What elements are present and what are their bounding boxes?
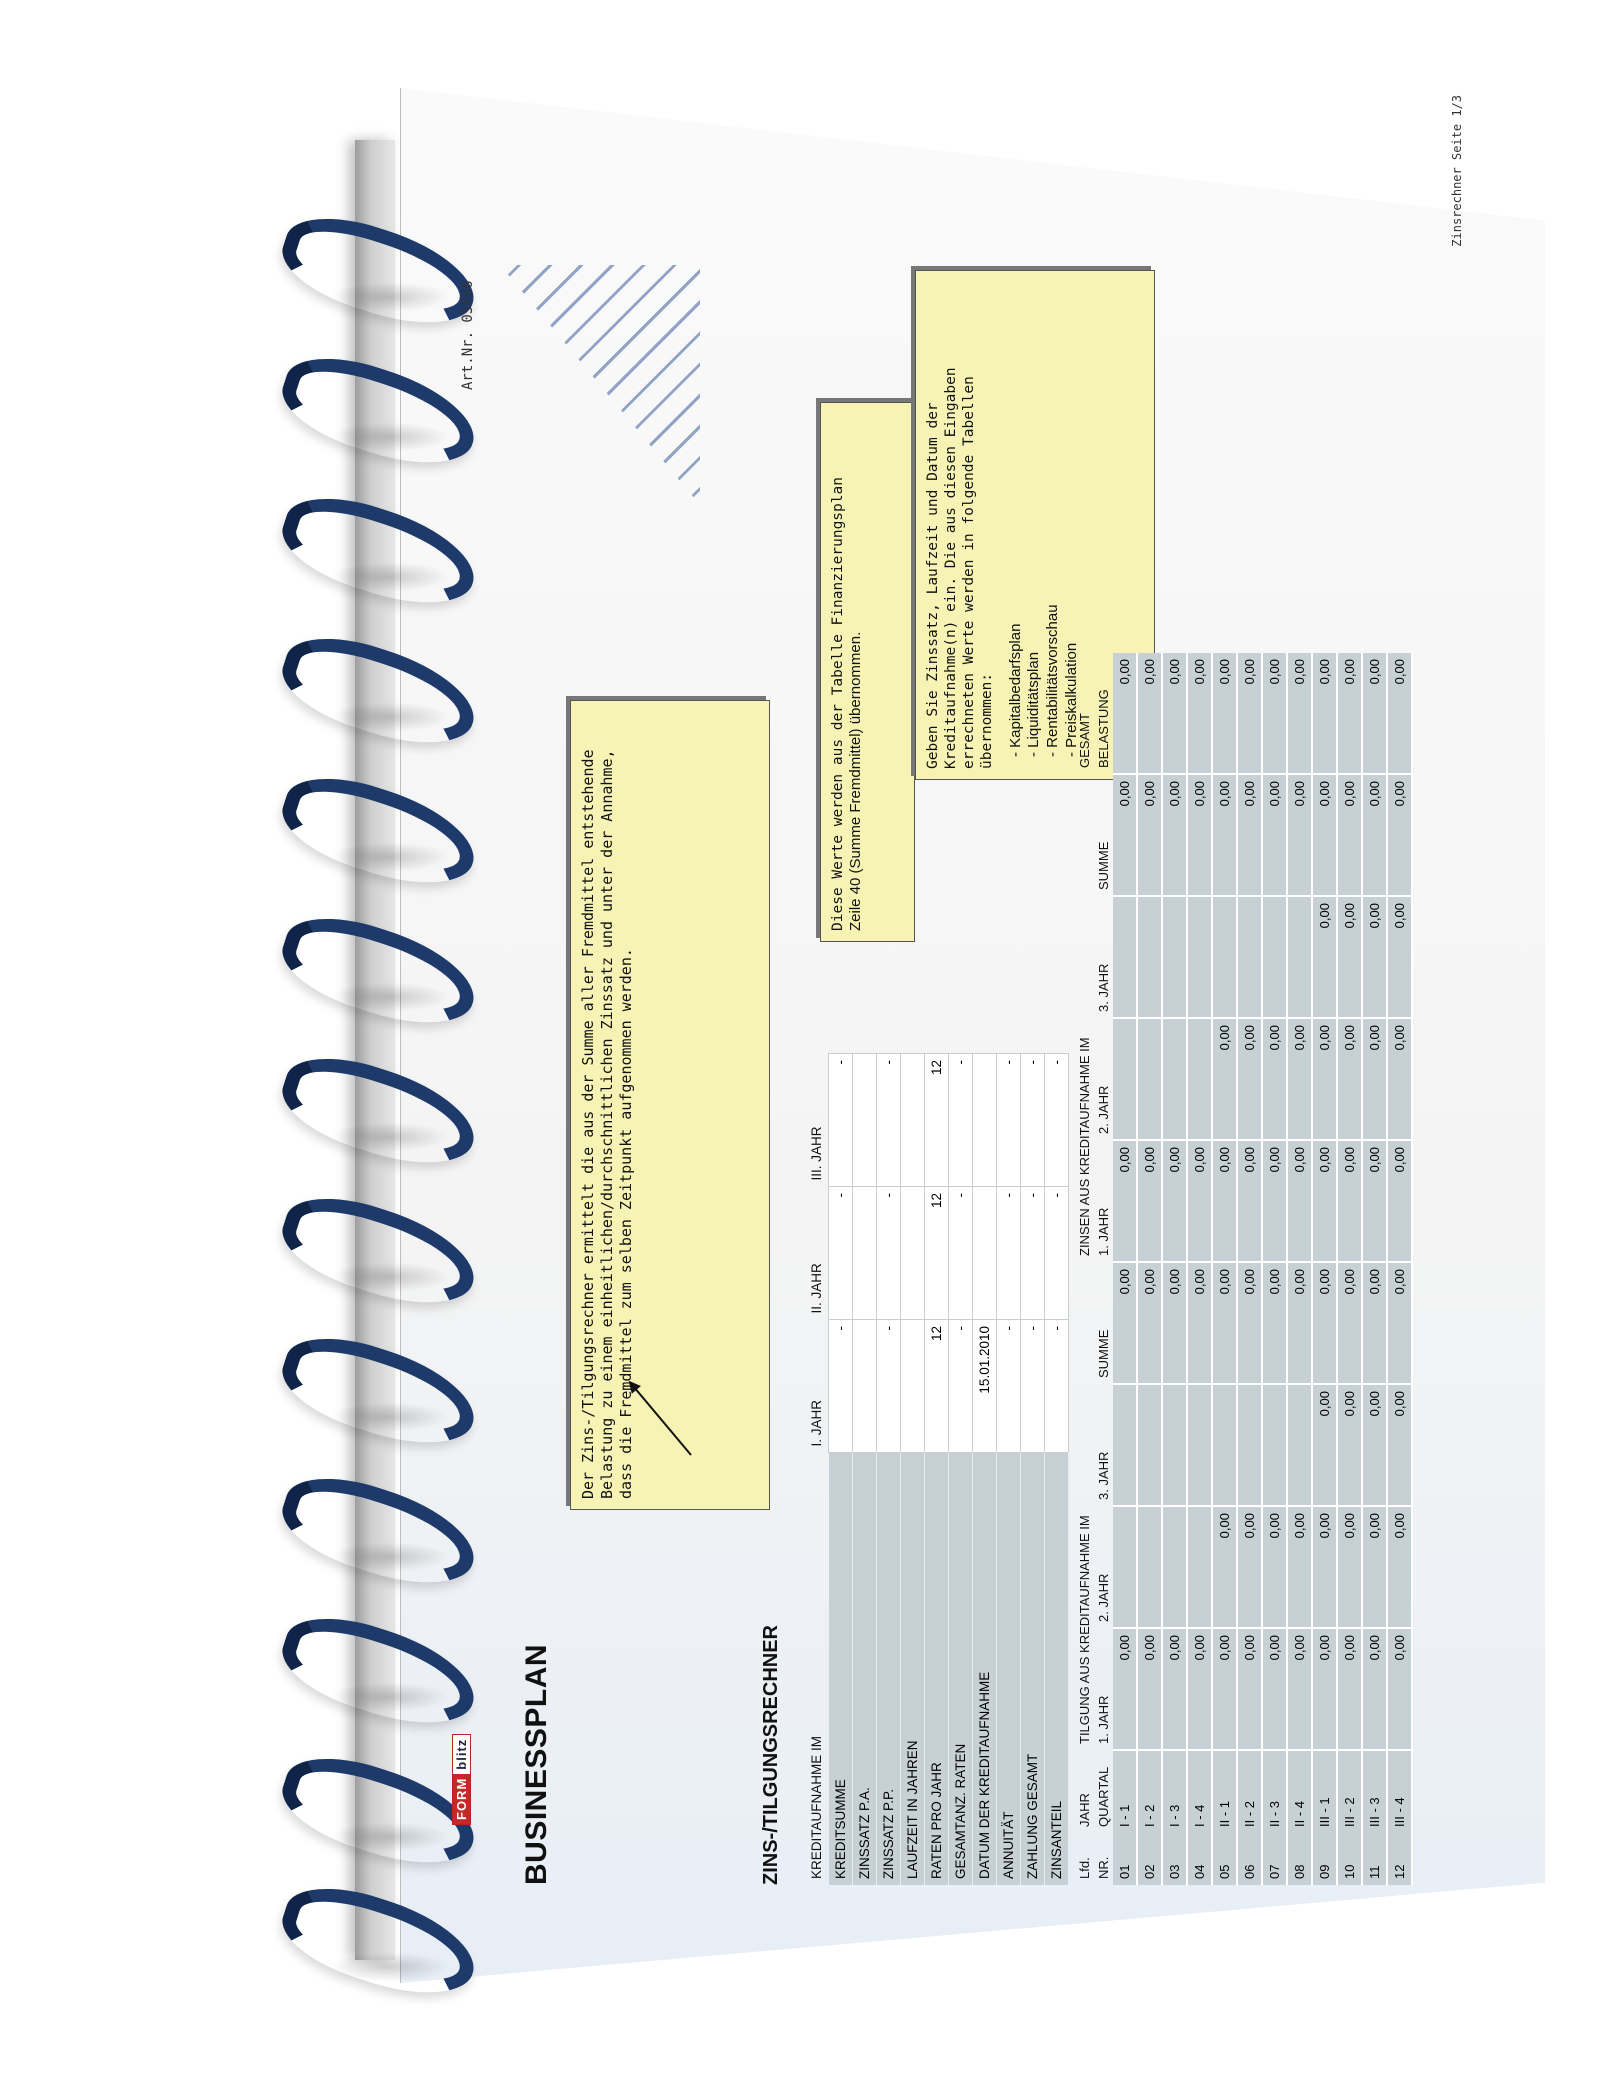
table2-h-tilgung: TILGUNG AUS KREDITAUFNAHME IM	[1077, 1515, 1092, 1744]
table2-cell: 0,00	[1312, 653, 1337, 774]
table2-cell: 0,00	[1187, 774, 1212, 896]
table2-cell: 0,00	[1287, 653, 1312, 774]
table2-cell	[1113, 1506, 1137, 1628]
table2-cell: 0,00	[1287, 774, 1312, 896]
table2-cell: 0,00	[1237, 1140, 1262, 1262]
table2-cell: 0,00	[1187, 653, 1212, 774]
table2-cell: 0,00	[1337, 1018, 1362, 1140]
table2-cell	[1262, 1384, 1287, 1506]
table2-cell	[1162, 1018, 1187, 1140]
table2-cell: 0,00	[1113, 1262, 1137, 1384]
table2-cell: 0,00	[1362, 896, 1387, 1018]
spiral-ring	[270, 1890, 470, 1980]
table2-cell: 0,00	[1337, 1140, 1362, 1262]
table1-cell[interactable]	[973, 1187, 997, 1320]
page-label: Zinsrechner Seite 1/3	[1450, 95, 1464, 247]
table2-cell	[1187, 1384, 1212, 1506]
table2-row-nr: 06	[1237, 1833, 1262, 1885]
table2-subheader: 1. JAHR	[1096, 1207, 1111, 1256]
table2-cell: 0,00	[1337, 1506, 1362, 1628]
table1-row-label: LAUFZEIT IN JAHREN	[901, 1453, 925, 1886]
table2-cell: 0,00	[1262, 653, 1287, 774]
table2-cell: 0,00	[1312, 1262, 1337, 1384]
table2-cell: 0,00	[1287, 1262, 1312, 1384]
table2-row	[1212, 653, 1237, 1885]
table1-cell[interactable]: -	[877, 1054, 901, 1187]
page-title: BUSINESSPLAN	[520, 1643, 553, 1885]
table2-row	[1387, 653, 1412, 1885]
table2-cell: 0,00	[1187, 1628, 1212, 1750]
table2-row-quarter: II - 3	[1262, 1750, 1287, 1833]
table2-cell: 0,00	[1312, 1628, 1337, 1750]
table2-subheader: 2. JAHR	[1096, 1085, 1111, 1134]
table1-row	[1021, 1054, 1045, 1886]
table1-row-label: ZAHLUNG GESAMT	[1021, 1453, 1045, 1886]
decorative-pattern	[500, 265, 700, 505]
loan-parameters-table	[805, 1053, 1069, 1885]
table2-cell: 0,00	[1113, 1628, 1137, 1750]
table2-subheader: 1. JAHR	[1096, 1695, 1111, 1744]
table2-subheader: SUMME	[1096, 841, 1111, 890]
table2-cell: 0,00	[1137, 774, 1162, 896]
table2-row-quarter: I - 2	[1137, 1750, 1162, 1833]
table2-cell: 0,00	[1337, 1262, 1362, 1384]
table2-cell: 0,00	[1362, 1140, 1387, 1262]
table1-cell[interactable]: -	[829, 1320, 853, 1453]
table2-cell: 0,00	[1113, 1140, 1137, 1262]
table2-cell: 0,00	[1212, 1628, 1237, 1750]
table2-cell: 0,00	[1337, 653, 1362, 774]
table1-row	[829, 1054, 853, 1886]
table2-cell: 0,00	[1162, 653, 1187, 774]
table2-cell: 0,00	[1387, 1384, 1412, 1506]
table2-row-quarter: I - 4	[1187, 1750, 1212, 1833]
table1-cell[interactable]: 15.01.2010	[973, 1320, 997, 1453]
table1-cell[interactable]: -	[829, 1054, 853, 1187]
logo-right: blitz	[453, 1735, 470, 1774]
table1-cell[interactable]: -	[949, 1054, 973, 1187]
table2-cell	[1162, 1384, 1187, 1506]
table2-subheader: 3. JAHR	[1096, 963, 1111, 1012]
table1-cell[interactable]: -	[997, 1320, 1021, 1453]
table2-cell: 0,00	[1337, 1628, 1362, 1750]
table2-cell	[1287, 1384, 1312, 1506]
table2-h-zinsen: ZINSEN AUS KREDITAUFNAHME IM	[1077, 1037, 1092, 1256]
table2-cell	[1137, 1018, 1162, 1140]
table2-row	[1187, 653, 1212, 1885]
table1-row	[997, 1054, 1021, 1886]
table2-cell: 0,00	[1113, 653, 1137, 774]
table2-row	[1362, 653, 1387, 1885]
table1-cell[interactable]: -	[1045, 1320, 1069, 1453]
table2-cell: 0,00	[1212, 1262, 1237, 1384]
table1-row-label: KREDITSUMME	[829, 1453, 853, 1886]
table1-cell[interactable]	[901, 1187, 925, 1320]
table2-row-nr: 03	[1162, 1833, 1187, 1885]
table2-cell	[1237, 896, 1262, 1018]
spiral-ring	[270, 1760, 470, 1850]
table2-cell: 0,00	[1262, 1262, 1287, 1384]
spiral-ring	[270, 920, 470, 1010]
table2-cell: 0,00	[1212, 653, 1237, 774]
note-input-item: - Rentabilitätsvorschau	[1044, 281, 1063, 757]
table2-cell: 0,00	[1312, 1018, 1337, 1140]
table2-row-quarter: II - 4	[1287, 1750, 1312, 1833]
table2-cell	[1137, 896, 1162, 1018]
table2-h-lfd: Lfd.	[1077, 1857, 1092, 1879]
table1-cell[interactable]	[853, 1187, 877, 1320]
table2-cell: 0,00	[1262, 1018, 1287, 1140]
table1-row-label: ZINSSATZ P.A.	[853, 1453, 877, 1886]
table2-header-1	[1075, 653, 1094, 1885]
table2-row-nr: 12	[1387, 1833, 1412, 1885]
table2-cell: 0,00	[1387, 1018, 1412, 1140]
table1-header	[805, 1054, 829, 1886]
table2-cell: 0,00	[1362, 1018, 1387, 1140]
table2-cell: 0,00	[1362, 774, 1387, 896]
table2-cell: 0,00	[1162, 1262, 1187, 1384]
table2-row-nr: 04	[1187, 1833, 1212, 1885]
spiral-ring	[270, 500, 470, 590]
table1-cell[interactable]	[973, 1054, 997, 1187]
table2-cell: 0,00	[1262, 774, 1287, 896]
table2-row-quarter: I - 1	[1113, 1750, 1137, 1833]
table2-cell: 0,00	[1387, 1506, 1412, 1628]
table2-cell: 0,00	[1237, 653, 1262, 774]
table2-cell	[1212, 896, 1237, 1018]
table2-cell: 0,00	[1362, 1262, 1387, 1384]
table2-cell: 0,00	[1337, 896, 1362, 1018]
spiral-ring	[270, 1200, 470, 1290]
table2-cell: 0,00	[1387, 1140, 1412, 1262]
table2-cell: 0,00	[1212, 1140, 1237, 1262]
table2-cell: 0,00	[1312, 896, 1337, 1018]
spiral-ring	[270, 360, 470, 450]
table1-row-label: DATUM DER KREDITAUFNAHME	[973, 1453, 997, 1886]
table1-row-label: RATEN PRO JAHR	[925, 1453, 949, 1886]
note-input-list	[1007, 281, 1082, 769]
table1-row-label: ANNUITÄT	[997, 1453, 1021, 1886]
table1-row	[949, 1054, 973, 1886]
table1-row	[973, 1054, 997, 1886]
spiral-ring	[270, 640, 470, 730]
table2-cell: 0,00	[1312, 1384, 1337, 1506]
table2-subheader: 2. JAHR	[1096, 1573, 1111, 1622]
table2-row-quarter: II - 2	[1237, 1750, 1262, 1833]
table1-cell[interactable]: -	[1045, 1187, 1069, 1320]
note-input-item: - Preiskalkulation	[1063, 281, 1082, 757]
table1-cell[interactable]: -	[949, 1187, 973, 1320]
note-input-text: Geben Sie Zinssatz, Laufzeit und Datum der Kreditaufnahme(n) ein. Die aus diesen Eingaben errechneten Werte werden in folgende Tabellen übernommen:	[925, 367, 996, 769]
table2-cell: 0,00	[1162, 1140, 1187, 1262]
table2-h-gesamt: GESAMT	[1077, 713, 1092, 768]
table2-cell: 0,00	[1113, 774, 1137, 896]
note-info-text: Der Zins-/Tilgungsrechner ermittelt die aus der Summe aller Fremdmittel entstehende Belastung zu einem einheitlichen/durchschnittlichen Zinssatz und unter der Annahme, dass die Fremdmittel zum selben Zeitpunkt aufgenommen werden.	[579, 749, 635, 1499]
table2-cell	[1137, 1506, 1162, 1628]
table2-row-nr: 10	[1337, 1833, 1362, 1885]
table2-cell: 0,00	[1237, 1018, 1262, 1140]
table1-cell[interactable]	[853, 1320, 877, 1453]
table1-row	[901, 1054, 925, 1886]
spiral-ring	[270, 1480, 470, 1570]
table2-row-quarter: III - 1	[1312, 1750, 1337, 1833]
note-source	[820, 402, 915, 942]
table2-cell: 0,00	[1287, 1018, 1312, 1140]
table2-cell	[1187, 1018, 1212, 1140]
logo-left: FORM	[453, 1774, 470, 1824]
table2-cell: 0,00	[1337, 774, 1362, 896]
table1-cell[interactable]	[853, 1054, 877, 1187]
table1-cell[interactable]	[901, 1054, 925, 1187]
table1-col-3: III. JAHR	[809, 1126, 824, 1181]
table2-cell: 0,00	[1387, 1262, 1412, 1384]
table2-row-nr: 05	[1212, 1833, 1237, 1885]
table2-cell: 0,00	[1137, 653, 1162, 774]
repayment-table	[1075, 653, 1413, 1885]
table2-cell: 0,00	[1162, 774, 1187, 896]
table2-cell	[1212, 1384, 1237, 1506]
table1-row	[925, 1054, 949, 1886]
table1-cell[interactable]: 12	[925, 1054, 949, 1187]
table2-cell: 0,00	[1212, 1506, 1237, 1628]
table2-cell	[1162, 1506, 1187, 1628]
spiral-ring-wire	[272, 1871, 486, 2011]
table2-row-nr: 11	[1362, 1833, 1387, 1885]
table2-subheader: QUARTAL	[1096, 1766, 1111, 1827]
spiral-ring	[270, 780, 470, 870]
table2-row-quarter: III - 4	[1387, 1750, 1412, 1833]
table2-row-quarter: III - 2	[1337, 1750, 1362, 1833]
table2-cell	[1187, 1506, 1212, 1628]
table1-col-1: I. JAHR	[809, 1399, 824, 1447]
table1-cell[interactable]: -	[1021, 1054, 1045, 1187]
table2-cell: 0,00	[1237, 1628, 1262, 1750]
table2-row	[1312, 653, 1337, 1885]
table2-header-2	[1094, 653, 1113, 1885]
table2-cell	[1287, 896, 1312, 1018]
table2-row-quarter: III - 3	[1362, 1750, 1387, 1833]
table2-cell	[1187, 896, 1212, 1018]
note-source-text: Diese Werte werden aus der Tabelle Finanzierungsplan	[830, 477, 846, 931]
table1-header-label: KREDITAUFNAHME IM	[809, 1735, 825, 1879]
table2-cell: 0,00	[1287, 1628, 1312, 1750]
table2-cell: 0,00	[1312, 774, 1337, 896]
table1-row	[853, 1054, 877, 1886]
table1-cell[interactable]: 12	[925, 1320, 949, 1453]
table1-cell[interactable]: -	[949, 1320, 973, 1453]
table1-cell[interactable]: -	[877, 1187, 901, 1320]
table2-h-jahr: JAHR	[1077, 1793, 1092, 1827]
table2-row-nr: 07	[1262, 1833, 1287, 1885]
section-title: ZINS-/TILGUNGSRECHNER	[760, 1625, 782, 1885]
table1-cell[interactable]: -	[1021, 1320, 1045, 1453]
table1-row	[877, 1054, 901, 1886]
table1-col-2: II. JAHR	[809, 1263, 824, 1314]
table2-cell: 0,00	[1137, 1628, 1162, 1750]
table2-cell: 0,00	[1262, 1140, 1287, 1262]
table2-row	[1162, 653, 1187, 1885]
table2-row	[1237, 653, 1262, 1885]
article-number: Art.Nr. 05586	[460, 280, 476, 390]
table2-row-nr: 01	[1113, 1833, 1137, 1885]
table2-cell	[1162, 896, 1187, 1018]
note-input-item: - Liquiditätsplan	[1025, 281, 1044, 757]
table2-cell: 0,00	[1337, 1384, 1362, 1506]
table2-cell: 0,00	[1137, 1262, 1162, 1384]
spiral-ring	[270, 220, 470, 310]
note-input-item: - Kapitalbedarfsplan	[1007, 281, 1026, 757]
table2-cell: 0,00	[1387, 896, 1412, 1018]
table2-cell: 0,00	[1387, 774, 1412, 896]
table2-row	[1337, 653, 1362, 1885]
table1-cell[interactable]: -	[877, 1320, 901, 1453]
rotated-content	[454, 95, 1480, 1885]
spiral-ring	[270, 1620, 470, 1710]
table1-cell[interactable]: -	[1021, 1187, 1045, 1320]
table2-cell: 0,00	[1387, 653, 1412, 774]
table2-cell: 0,00	[1362, 1506, 1387, 1628]
table2-cell: 0,00	[1162, 1628, 1187, 1750]
table2-cell	[1113, 896, 1137, 1018]
table2-cell	[1262, 896, 1287, 1018]
table2-row-quarter: I - 3	[1162, 1750, 1187, 1833]
table1-row	[1045, 1054, 1069, 1886]
table2-cell: 0,00	[1212, 774, 1237, 896]
table2-cell: 0,00	[1237, 774, 1262, 896]
table2-row	[1262, 653, 1287, 1885]
table2-subheader: SUMME	[1096, 1329, 1111, 1378]
table1-cell[interactable]: -	[1045, 1054, 1069, 1187]
table2-cell: 0,00	[1237, 1506, 1262, 1628]
formblitz-logo	[452, 1734, 471, 1825]
table1-row-label: ZINSANTEIL	[1045, 1453, 1069, 1886]
table1-cell[interactable]: 12	[925, 1187, 949, 1320]
table2-cell: 0,00	[1362, 1628, 1387, 1750]
table2-row	[1113, 653, 1137, 1885]
table2-cell	[1137, 1384, 1162, 1506]
table2-cell	[1237, 1384, 1262, 1506]
table2-cell: 0,00	[1137, 1140, 1162, 1262]
table2-cell: 0,00	[1262, 1506, 1287, 1628]
table1-cell[interactable]: -	[829, 1187, 853, 1320]
table2-cell: 0,00	[1212, 1018, 1237, 1140]
table1-cell[interactable]: -	[997, 1054, 1021, 1187]
table2-row-nr: 08	[1287, 1833, 1312, 1885]
table2-cell: 0,00	[1237, 1262, 1262, 1384]
table2-subheader: 3. JAHR	[1096, 1451, 1111, 1500]
table2-row-nr: 09	[1312, 1833, 1337, 1885]
table2-cell: 0,00	[1362, 653, 1387, 774]
spiral-ring	[270, 1060, 470, 1150]
note-info	[570, 700, 770, 1510]
table2-cell: 0,00	[1312, 1140, 1337, 1262]
table2-cell: 0,00	[1387, 1628, 1412, 1750]
table2-cell	[1113, 1018, 1137, 1140]
table1-row-label: ZINSSATZ P.P.	[877, 1453, 901, 1886]
note-source-line: Zeile 40 (Summe Fremdmittel) übernommen.	[847, 631, 865, 931]
table2-cell: 0,00	[1187, 1262, 1212, 1384]
table2-row	[1287, 653, 1312, 1885]
table2-subheader: NR.	[1096, 1856, 1111, 1879]
table2-cell: 0,00	[1262, 1628, 1287, 1750]
table2-cell: 0,00	[1287, 1140, 1312, 1262]
table2-row	[1137, 653, 1162, 1885]
table1-cell[interactable]: -	[997, 1187, 1021, 1320]
table2-cell: 0,00	[1187, 1140, 1212, 1262]
table2-subheader: BELASTUNG	[1096, 689, 1111, 768]
table2-cell: 0,00	[1287, 1506, 1312, 1628]
table2-cell	[1113, 1384, 1137, 1506]
table2-row-quarter: II - 1	[1212, 1750, 1237, 1833]
table1-cell[interactable]	[901, 1320, 925, 1453]
spiral-ring	[270, 1340, 470, 1430]
table2-cell: 0,00	[1312, 1506, 1337, 1628]
table2-cell: 0,00	[1362, 1384, 1387, 1506]
table2-row-nr: 02	[1137, 1833, 1162, 1885]
table1-row-label: GESAMTANZ. RATEN	[949, 1453, 973, 1886]
